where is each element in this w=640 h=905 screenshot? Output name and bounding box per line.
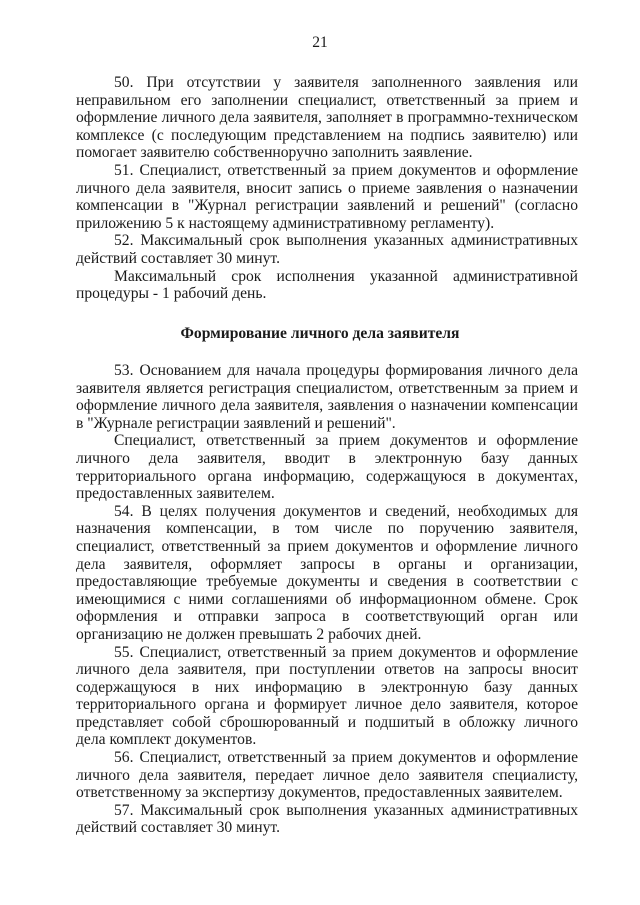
- paragraph-50: 50. При отсутствии у заявителя заполненного заявления или неправильном его заполнении специалист, ответственный за прием и оформление личного дела заявителя, заполняет в программно-техническом комплексе (с последующим представлением на подпись заявителю) или помогает заявителю собственноручно заполнить заявление.: [76, 74, 578, 162]
- paragraph-52: 52. Максимальный срок выполнения указанных административных действий составляет 30 минут.: [76, 232, 578, 267]
- paragraph-specialist-input: Специалист, ответственный за прием документов и оформление личного дела заявителя, вводит в электронную базу данных территориального органа информацию, содержащуюся в документах, предоставленных заявителем.: [76, 432, 578, 503]
- paragraph-56: 56. Специалист, ответственный за прием документов и оформление личного дела заявителя, передает личное дело заявителя специалисту, ответственному за экспертизу документов, предоставленных заявителем.: [76, 749, 578, 802]
- paragraph-55: 55. Специалист, ответственный за прием документов и оформление личного дела заявителя, при поступлении ответов на запросы вносит содержащуюся в них информацию в электронную базу данных территориального органа и формирует личное дело заявителя, которое представляет собой сброшюрованный и подшитый в обложку личного дела комплект документов.: [76, 643, 578, 749]
- page-number: 21: [312, 34, 328, 51]
- section-procedures-53-57: [76, 362, 578, 837]
- section-heading: Формирование личного дела заявителя: [180, 325, 460, 342]
- section-procedures-50-52: [76, 74, 578, 303]
- paragraph-54: 54. В целях получения документов и сведений, необходимых для назначения компенсации, в том числе по поручению заявителя, специалист, ответственный за прием документов и оформление личного дела заявителя, оформляет запросы в органы и организации, предоставляющие требуемые документы и сведения в соответствии с имеющимися с ними соглашениями об информационном обмене. Срок оформления и отправки запроса в соответствующий орган или организацию не должен превышать 2 рабочих дней.: [76, 502, 578, 643]
- paragraph-53: 53. Основанием для начала процедуры формирования личного дела заявителя является регистрация специалистом, ответственным за прием и оформление личного дела заявителя, заявления о назначении компенсации в "Журнале регистрации заявлений и решений".: [76, 362, 578, 432]
- paragraph-max-term: Максимальный срок исполнения указанной административной процедуры - 1 рабочий день.: [76, 267, 578, 303]
- paragraph-51: 51. Специалист, ответственный за прием документов и оформление личного дела заявителя, вносит запись о приеме заявления о назначении компенсации в "Журнал регистрации заявлений и решений" (согласно приложению 5 к настоящему административному регламенту).: [76, 161, 578, 232]
- paragraph-57: 57. Максимальный срок выполнения указанных административных действий составляет 30 минут.: [76, 801, 578, 837]
